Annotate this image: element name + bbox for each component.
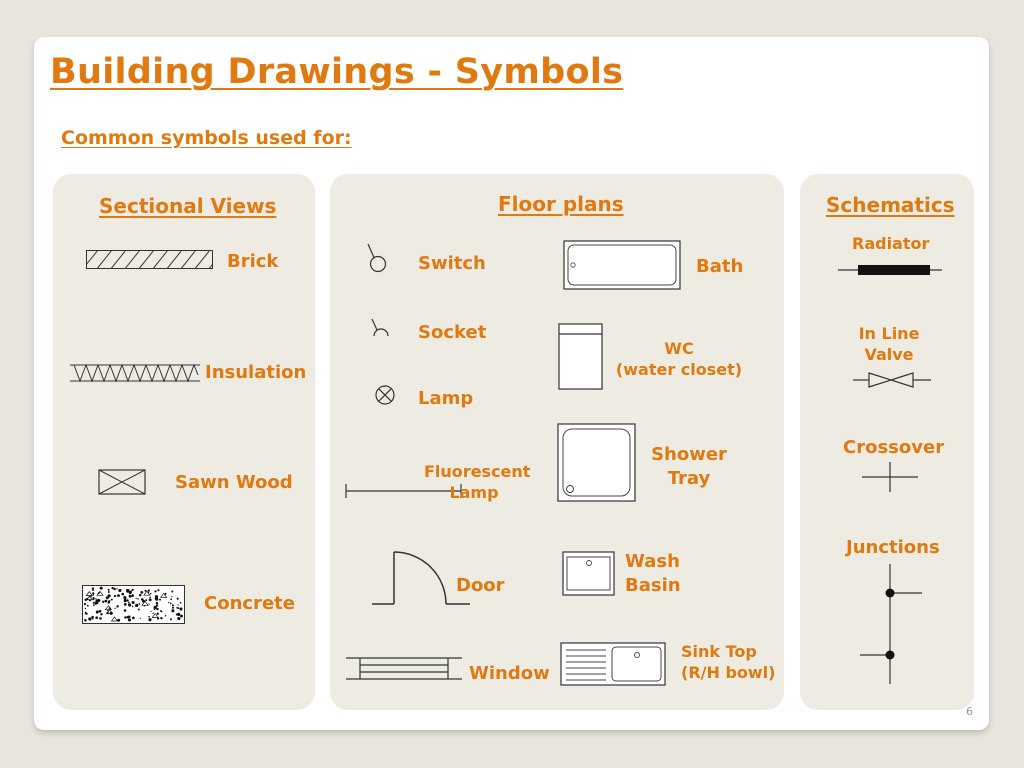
lamp-icon xyxy=(374,384,396,406)
fluorescent-label-line2: Lamp xyxy=(449,483,499,502)
radiator-label: Radiator xyxy=(852,234,930,253)
fluorescent-lamp-label xyxy=(424,461,531,503)
valve-label-line2: Valve xyxy=(864,345,914,364)
junctions-icon xyxy=(858,562,924,686)
sink-label-line2: (R/H bowl) xyxy=(681,663,776,682)
concrete-label: Concrete xyxy=(204,593,295,614)
window-icon xyxy=(344,656,464,682)
crossover-icon xyxy=(860,460,920,494)
inline-valve-label xyxy=(849,323,929,365)
window-label: Window xyxy=(469,663,550,684)
page-title: Building Drawings - Symbols xyxy=(50,52,624,92)
brick-hatch-icon xyxy=(86,250,214,270)
wash-basin-label xyxy=(625,550,681,598)
wc-label-line1: WC xyxy=(664,339,694,358)
switch-label: Switch xyxy=(418,253,486,274)
valve-label-line1: In Line xyxy=(858,324,920,343)
wc-label-line2: (water closet) xyxy=(615,360,743,379)
shower-tray-icon xyxy=(557,423,637,503)
crossover-label: Crossover xyxy=(843,437,945,458)
shower-label-line1: Shower xyxy=(651,444,727,465)
shower-tray-label xyxy=(644,443,734,491)
switch-icon xyxy=(366,242,390,274)
bath-label: Bath xyxy=(696,256,744,277)
sink-top-icon xyxy=(560,642,668,688)
sawn-wood-icon xyxy=(98,469,146,495)
door-label: Door xyxy=(456,575,505,596)
insulation-label: Insulation xyxy=(205,362,307,383)
sawn-wood-label: Sawn Wood xyxy=(175,472,293,493)
brick-label: Brick xyxy=(227,251,279,272)
floor-plans-heading: Floor plans xyxy=(498,192,624,216)
wash-label-line1: Wash xyxy=(625,551,680,572)
sink-label-line1: Sink Top xyxy=(681,642,757,661)
shower-label-line2: Tray xyxy=(667,468,711,489)
fluorescent-label-line1: Fluorescent xyxy=(424,462,531,481)
insulation-icon xyxy=(70,361,202,385)
inline-valve-icon xyxy=(853,371,933,389)
concrete-icon xyxy=(82,585,186,625)
sink-top-label xyxy=(681,641,775,683)
socket-label: Socket xyxy=(418,322,487,343)
socket-icon xyxy=(368,316,392,340)
bath-icon xyxy=(563,240,681,290)
subtitle: Common symbols used for: xyxy=(61,127,352,149)
wash-label-line2: Basin xyxy=(625,575,681,596)
page-number: 6 xyxy=(966,705,973,718)
wc-label xyxy=(615,338,743,380)
schematics-heading: Schematics xyxy=(826,193,955,217)
radiator-icon xyxy=(838,262,944,278)
wash-basin-icon xyxy=(562,551,616,597)
lamp-label: Lamp xyxy=(418,388,474,409)
junctions-label: Junctions xyxy=(846,537,940,558)
wc-icon xyxy=(558,323,604,391)
sectional-views-heading: Sectional Views xyxy=(99,194,277,218)
